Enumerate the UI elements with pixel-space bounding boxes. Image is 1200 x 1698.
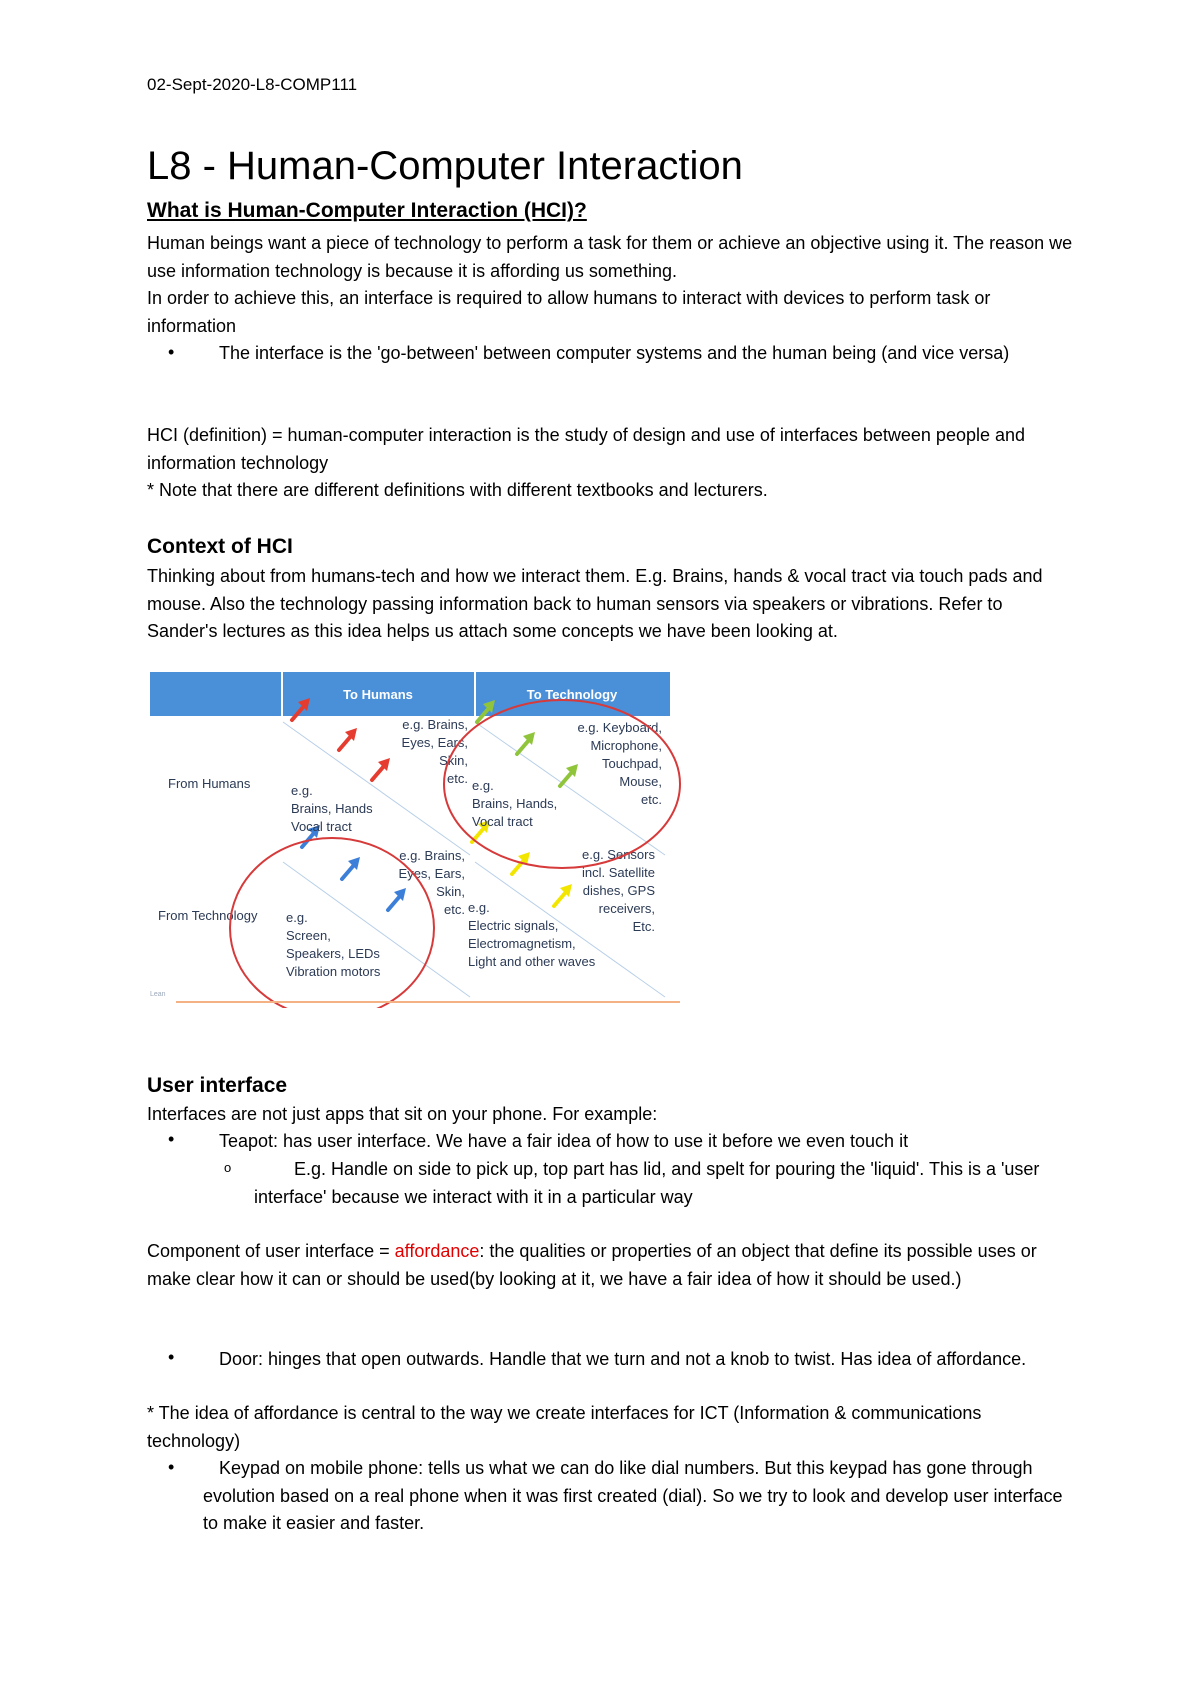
tt-top-text: e.g. Sensors incl. Satellite dishes, GPS receivers, Etc.	[582, 847, 655, 934]
bullet-glyph: •	[168, 1457, 175, 1477]
paragraph-note-affordance: * The idea of affordance is central to the way we create interfaces for ICT (Information & communications technology)	[147, 1403, 982, 1451]
hh-bottom-text: e.g. Brains, Hands Vocal tract	[291, 783, 373, 834]
bullet-door: Door: hinges that open outwards. Handle that we turn and not a knob to twist. Has idea of affordance.	[219, 1349, 1027, 1369]
sub-bullet-teapot: E.g. Handle on side to pick up, top part has lid, and spelt for pouring the 'liquid'. This is a 'user interface' because we interact with it in a particular way	[254, 1159, 1040, 1207]
paragraph-interfaces: Interfaces are not just apps that sit on your phone. For example:	[147, 1104, 658, 1124]
paragraph-context: Thinking about from humans-tech and how we interact them. E.g. Brains, hands & vocal tract via touch pads and mouse. Also the technology passing information back to human sensors via speakers or vibrations. Refer to Sander's lectures as this idea helps us attach some concepts we have been looking at.	[147, 566, 1043, 641]
bullet-glyph: •	[168, 1347, 175, 1367]
ht-bottom-text: e.g. Brains, Hands, Vocal tract	[472, 778, 558, 829]
arrow-humans-to-humans-icon	[372, 758, 390, 780]
row-from-technology: From Technology	[158, 908, 258, 923]
page-header: 02-Sept-2020-L8-COMP111	[147, 75, 358, 94]
arrow-humans-to-humans-icon	[339, 728, 357, 750]
section-heading-context: Context of HCI	[147, 535, 293, 558]
paragraph-note: * Note that there are different definitions with different textbooks and lecturers.	[147, 480, 768, 500]
col-to-technology: To Technology	[526, 687, 618, 702]
bullet-glyph: •	[168, 1129, 175, 1149]
ht-top-text: e.g. Keyboard, Microphone, Touchpad, Mouse, etc.	[577, 720, 662, 807]
hh-top-text: e.g. Brains, Eyes, Ears, Skin, etc.	[401, 717, 468, 786]
arrow-technology-to-humans-icon	[342, 857, 360, 879]
highlight-circle	[230, 838, 434, 1008]
hci-diagram	[150, 672, 690, 1008]
th-bottom-text: e.g. Screen, Speakers, LEDs Vibration motors	[286, 910, 381, 979]
sub-bullet-glyph: o	[224, 1160, 232, 1175]
affordance-keyword: affordance	[394, 1241, 480, 1261]
tt-bottom-text: e.g. Electric signals, Electromagnetism, Light and other waves	[468, 900, 596, 969]
bullet-keypad: Keypad on mobile phone: tells us what we can do like dial numbers. But this keypad has gone through evolution based on a real phone when it was first created (dial). So we try to look and develop user interface to make it easier and faster.	[203, 1458, 1063, 1533]
bullet-glyph: •	[168, 342, 175, 362]
paragraph-definition: HCI (definition) = human-computer interaction is the study of design and use of interfaces between people and information technology	[147, 425, 1026, 473]
col-to-humans: To Humans	[343, 687, 413, 702]
th-top-text: e.g. Brains, Eyes, Ears, Skin, etc.	[398, 848, 465, 917]
bullet-teapot: Teapot: has user interface. We have a fair idea of how to use it before we even touch it	[219, 1131, 909, 1151]
hci-diagram-svg	[150, 672, 690, 1008]
row-from-humans: From Humans	[168, 776, 251, 791]
diagram-footer-label: Lean	[150, 991, 166, 998]
section-heading-what-is-hci: What is Human-Computer Interaction (HCI)?	[147, 199, 587, 222]
paragraph-intro: Human beings want a piece of technology to perform a task for them or achieve an objective using it. The reason we use information technology is because it is affording us something.	[147, 233, 1073, 281]
section-heading-user-interface: User interface	[147, 1074, 288, 1097]
page-title: L8 - Human-Computer Interaction	[147, 144, 743, 188]
paragraph-interface: In order to achieve this, an interface is required to allow humans to interact with devices to perform task or information	[147, 288, 991, 336]
arrow-humans-to-technology-icon	[560, 764, 578, 786]
arrow-technology-to-technology-icon	[554, 884, 572, 906]
arrow-technology-to-humans-icon	[388, 888, 406, 910]
arrow-humans-to-technology-icon	[517, 732, 535, 754]
bullet-go-between: The interface is the 'go-between' between computer systems and the human being (and vice versa)	[219, 343, 1010, 363]
paragraph-affordance: Component of user interface = affordance: the qualities or properties of an object that define its possible uses or make clear how it can or should be used(by looking at it, we have a fair idea of how it should be used.)	[147, 1241, 1037, 1289]
